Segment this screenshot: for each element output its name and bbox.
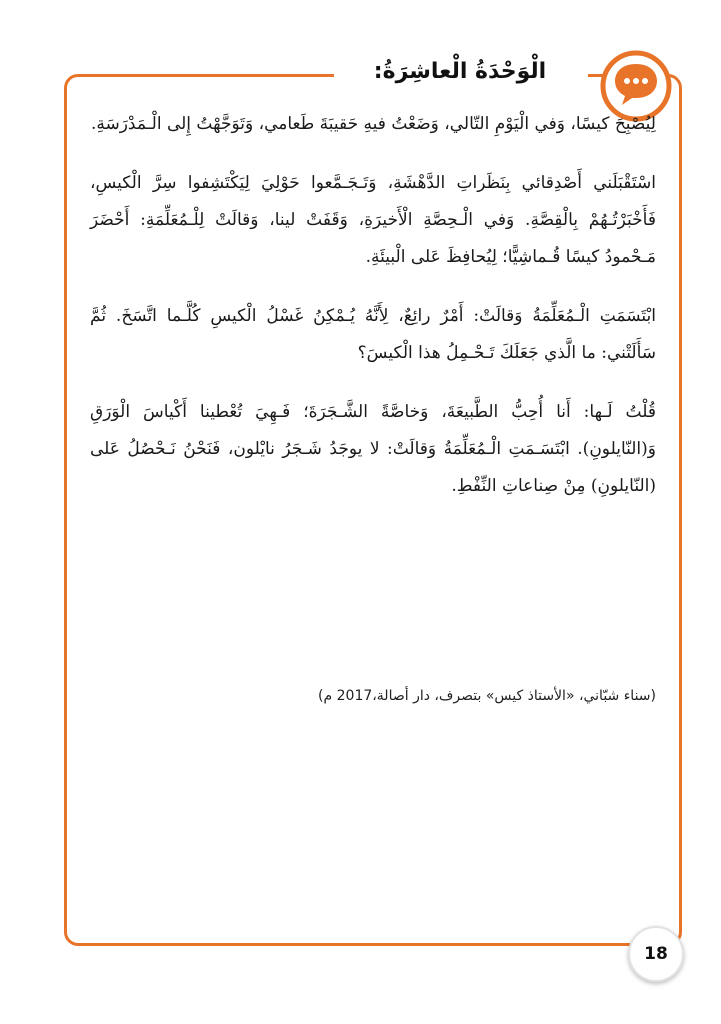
- paragraph-4: قُلْتُ لَـها: أَنا أُحِبُّ الطَّبيعَةَ، وَخاصَّةً الشَّـجَرَةَ؛ فَـهِيَ تُعْطينا أَكْياسَ الْوَرَقِ وَ(النّايلونِ). ابْتَسَـمَتِ الْـمُعَلِّمَةُ وَقالَتْ: لا يوجَدُ شَـجَرُ نايْلون، فَنَحْنُ نَـحْصُلُ عَلى (النّايلونِ) مِنْ صِناعاتِ النِّفْطِ.: [90, 402, 656, 496]
- paragraph-2: اسْتَقْبَلَني أَصْدِقائي بِنَظَراتِ الدَّهْشَةِ، وَتَـجَـمَّعوا حَوْلِيَ لِيَكْتَشِفوا سِرَّ الْكيسِ، فَأَخْبَرْتُـهُمْ بِالْقِصَّةِ. وَفي الْـحِصَّةِ الْأَخيرَةِ، وَقَفَتْ لينا، وَقالَتْ لِلْـمُعَلِّمَةِ: أَحْضَرَ مَـحْمودُ كيسًا قُـماشِيًّا؛ لِيُحافِظَ عَلى الْبيئَةِ.: [90, 173, 656, 267]
- page-number: 18: [628, 926, 684, 982]
- unit-title: الْوَحْدَةُ الْعاشِرَةُ:: [373, 59, 547, 84]
- source-citation: (سناء شبّاني، «الأستاذ كيس» بتصرف، دار أصالة،2017 م): [318, 688, 656, 704]
- paragraph-1: لِيُصْبِحَ كيسًا، وَفي الْيَوْمِ التّالي، وَضَعْتُ فيهِ حَقيبَةَ طَعامي، وَتَوَجَّهْتُ إِلى الْـمَدْرَسَةِ.: [90, 114, 656, 134]
- story-text: [90, 106, 656, 527]
- paragraph-3: ابْتَسَمَتِ الْـمُعَلِّمَةُ وَقالَتْ: أَمْرٌ رائِعٌ، لِأَنَّهُ يُـمْكِنُ غَسْلُ الْكيسِ كُلَّـما اتَّسَخَ. ثُمَّ سَأَلَتْني: ما الَّذي جَعَلَكَ تَـحْـمِلُ هذا الْكيسَ؟: [90, 306, 657, 363]
